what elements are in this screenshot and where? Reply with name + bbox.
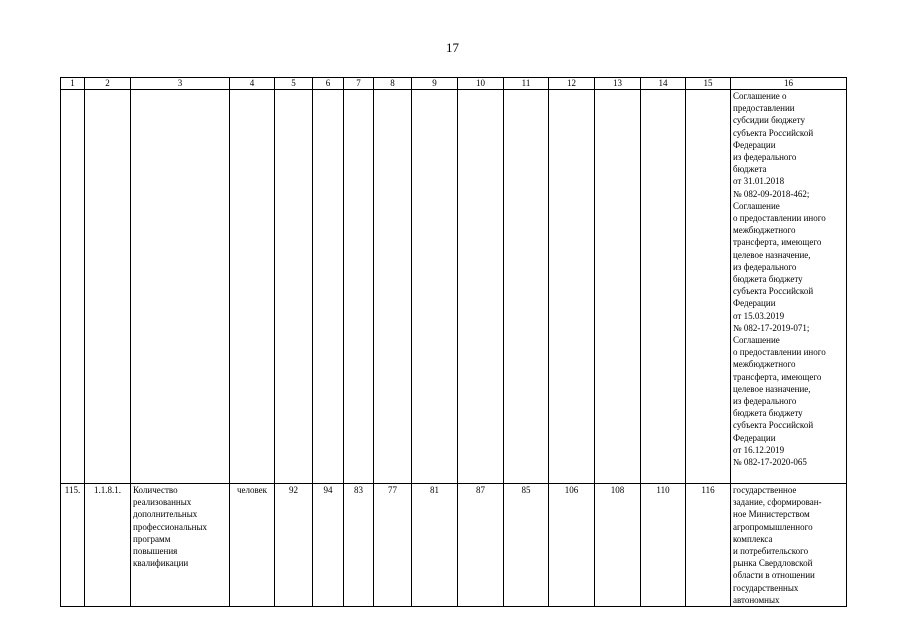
- table-cell: [374, 90, 412, 484]
- table-cell: [458, 90, 504, 484]
- value-cell: 77: [374, 484, 412, 607]
- column-header: 3: [131, 78, 230, 90]
- table-cell: [412, 90, 458, 484]
- column-header: 10: [458, 78, 504, 90]
- unit-cell: человек: [230, 484, 275, 607]
- value-cell: 116: [686, 484, 731, 607]
- table-row: [61, 90, 847, 484]
- column-header: 5: [275, 78, 313, 90]
- table-cell: [549, 90, 595, 484]
- column-header: 11: [504, 78, 549, 90]
- table-cell: [230, 90, 275, 484]
- column-header: 7: [344, 78, 374, 90]
- column-header: 14: [641, 78, 686, 90]
- value-cell: 110: [641, 484, 686, 607]
- table-cell: [504, 90, 549, 484]
- value-cell: 92: [275, 484, 313, 607]
- column-number-row: [61, 78, 847, 90]
- program-indicators-table: [60, 77, 847, 607]
- row-number-cell: 115.: [61, 484, 85, 607]
- column-header: 12: [549, 78, 595, 90]
- column-header: 8: [374, 78, 412, 90]
- table-cell: [61, 90, 85, 484]
- value-cell: 106: [549, 484, 595, 607]
- indicator-code-cell: 1.1.8.1.: [85, 484, 131, 607]
- column-header: 6: [313, 78, 344, 90]
- table-cell: [641, 90, 686, 484]
- table-cell: [131, 90, 230, 484]
- source-cell: государственное задание, сформирован- ное Министерством агропромышленного комплекса и потребительского рынка Свердловской области в отношении государственных автономных: [731, 484, 847, 607]
- indicator-name-cell: Количество реализованных дополнительных профессиональных программ повышения квалификации: [131, 484, 230, 607]
- table-cell: [313, 90, 344, 484]
- table-cell: [275, 90, 313, 484]
- column-header: 4: [230, 78, 275, 90]
- value-cell: 83: [344, 484, 374, 607]
- table-cell: [85, 90, 131, 484]
- value-cell: 94: [313, 484, 344, 607]
- table-row: [61, 484, 847, 607]
- value-cell: 108: [595, 484, 641, 607]
- column-header: 2: [85, 78, 131, 90]
- value-cell: 87: [458, 484, 504, 607]
- column-header: 9: [412, 78, 458, 90]
- column-header: 1: [61, 78, 85, 90]
- column-header: 13: [595, 78, 641, 90]
- agreements-cell: Соглашение о предоставлении субсидии бюджету субъекта Российской Федерации из федерального бюджета от 31.01.2018 № 082-09-2018-462; Соглашение о предоставлении иного межбюджетного трансферта, имеющего целевое назначение, из федерального бюджета бюджету субъекта Российской Федерации от 15.03.2019 № 082-17-2019-071; Соглашение о предоставлении иного межбюджетного трансферта, имеющего целевое назначение, из федерального бюджета бюджету субъекта Российской Федерации от 16.12.2019 № 082-17-2020-065: [731, 90, 847, 484]
- column-header: 16: [731, 78, 847, 90]
- table-cell: [344, 90, 374, 484]
- value-cell: 81: [412, 484, 458, 607]
- value-cell: 85: [504, 484, 549, 607]
- page-number: 17: [446, 40, 459, 55]
- table-cell: [595, 90, 641, 484]
- table-cell: [686, 90, 731, 484]
- column-header: 15: [686, 78, 731, 90]
